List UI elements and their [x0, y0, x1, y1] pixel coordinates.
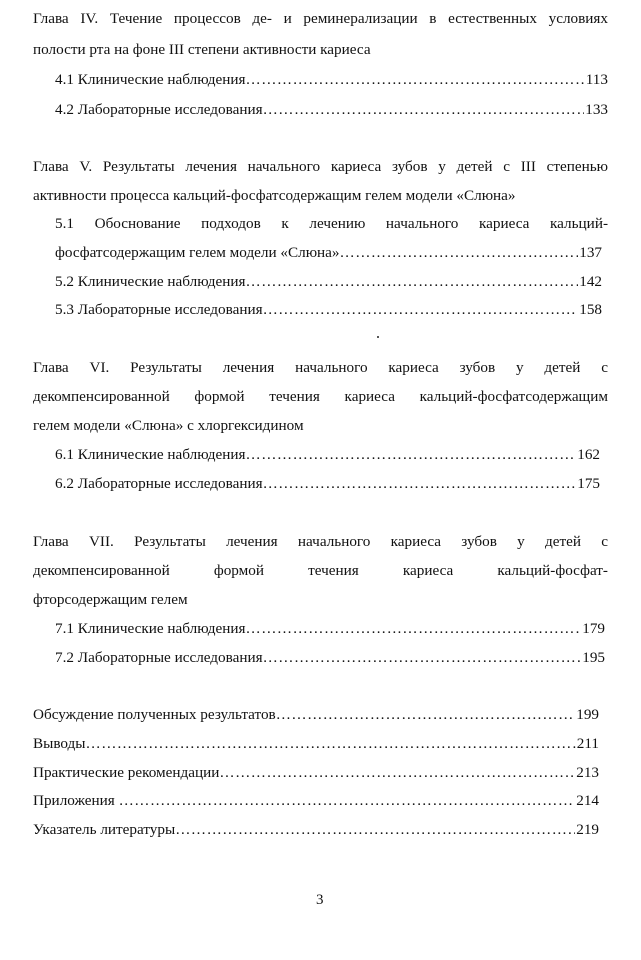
- toc-entry-5-3[interactable]: [55, 300, 602, 320]
- toc-entry-5-2[interactable]: [55, 272, 602, 292]
- toc-entry-appendices[interactable]: [33, 791, 599, 811]
- toc-entry-references[interactable]: [33, 820, 599, 840]
- toc-label: Приложения: [33, 792, 119, 809]
- toc-page-number: 113: [585, 71, 608, 88]
- toc-entry-recommendations[interactable]: [33, 763, 599, 783]
- toc-label: 7.1 Клинические наблюдения: [55, 620, 246, 637]
- toc-page-number: 179: [582, 620, 605, 637]
- toc-entry-5-1-line1: 5.1 Обоснование подходов к лечению начального кариеса кальций-: [55, 215, 608, 232]
- leader-dots: [219, 763, 575, 783]
- toc-page-number: 175: [577, 475, 600, 492]
- toc-label: 4.1 Клинические наблюдения: [55, 71, 246, 88]
- chapter7-title-line1: Глава VII. Результаты лечения начального кариеса зубов у детей с: [33, 533, 608, 550]
- leader-dots: [246, 70, 585, 90]
- leader-dots: [246, 619, 582, 639]
- chapter4-title-line2: полости рта на фоне III степени активности кариеса: [33, 41, 371, 58]
- leader-dots: [276, 705, 575, 725]
- toc-page-number: 142: [579, 273, 602, 290]
- chapter6-title-line2: декомпенсированной формой течения кариеса кальций-фосфатсодержащим: [33, 388, 608, 405]
- leader-dots: [263, 100, 585, 120]
- chapter6-title-line1: Глава VI. Результаты лечения начального кариеса зубов у детей с: [33, 359, 608, 376]
- leader-dots: [263, 648, 582, 668]
- toc-entry-5-1[interactable]: [55, 243, 602, 263]
- chapter5-title-line1: Глава V. Результаты лечения начального кариеса зубов у детей с III степенью: [33, 158, 608, 175]
- toc-label: 5.2 Клинические наблюдения: [55, 273, 246, 290]
- toc-label: Обсуждение полученных результатов: [33, 706, 276, 723]
- toc-label: 7.2 Лабораторные исследования: [55, 649, 263, 666]
- toc-entry-6-2[interactable]: [55, 474, 600, 494]
- toc-page-number: 219: [576, 821, 599, 838]
- leader-dots: [263, 300, 579, 320]
- toc-label: 6.1 Клинические наблюдения: [55, 446, 246, 463]
- toc-entry-7-1[interactable]: [55, 619, 605, 639]
- toc-page-number: 195: [582, 649, 605, 666]
- toc-label: 4.2 Лабораторные исследования: [55, 101, 263, 118]
- toc-entry-4-2[interactable]: [55, 100, 608, 120]
- toc-page-number: 133: [585, 101, 608, 118]
- toc-label: Практические рекомендации: [33, 764, 220, 781]
- toc-page-number: 199: [576, 706, 599, 723]
- leader-dots: [246, 272, 579, 292]
- toc-entry-conclusions[interactable]: [33, 734, 599, 754]
- page-number: 3: [316, 892, 324, 908]
- leader-dots: [175, 820, 575, 840]
- leader-dots: [119, 791, 576, 811]
- chapter5-title-line2: активности процесса кальций-фосфатсодержащим гелем модели «Слюна»: [33, 187, 516, 204]
- chapter7-title-line3: фторсодержащим гелем: [33, 591, 188, 608]
- chapter4-title-line1: Глава IV. Течение процессов де- и реминерализации в естественных условиях: [33, 10, 608, 27]
- toc-label: фосфатсодержащим гелем модели «Слюна»: [55, 244, 340, 261]
- scan-speck: [377, 336, 379, 338]
- toc-label: Выводы: [33, 735, 86, 752]
- toc-page-number: 162: [577, 446, 600, 463]
- toc-label: 5.3 Лабораторные исследования: [55, 301, 263, 318]
- toc-page-number: 137: [579, 244, 602, 261]
- chapter7-title-line2: декомпенсированной формой течения кариеса кальций-фосфат-: [33, 562, 608, 579]
- toc-page-number: 158: [579, 301, 602, 318]
- leader-dots: [246, 445, 577, 465]
- toc-page-number: 213: [576, 764, 599, 781]
- toc-entry-4-1[interactable]: [55, 70, 608, 90]
- leader-dots: [340, 243, 579, 263]
- chapter6-title-line3: гелем модели «Слюна» с хлоргексидином: [33, 417, 304, 434]
- toc-entry-discussion[interactable]: [33, 705, 599, 725]
- toc-entry-6-1[interactable]: [55, 445, 600, 465]
- toc-entry-7-2[interactable]: [55, 648, 605, 668]
- leader-dots: [263, 474, 577, 494]
- leader-dots: [86, 734, 576, 754]
- toc-page-number: 211: [576, 735, 599, 752]
- toc-label: Указатель литературы: [33, 821, 176, 838]
- toc-label: 6.2 Лабораторные исследования: [55, 475, 263, 492]
- toc-page-number: 214: [576, 792, 599, 809]
